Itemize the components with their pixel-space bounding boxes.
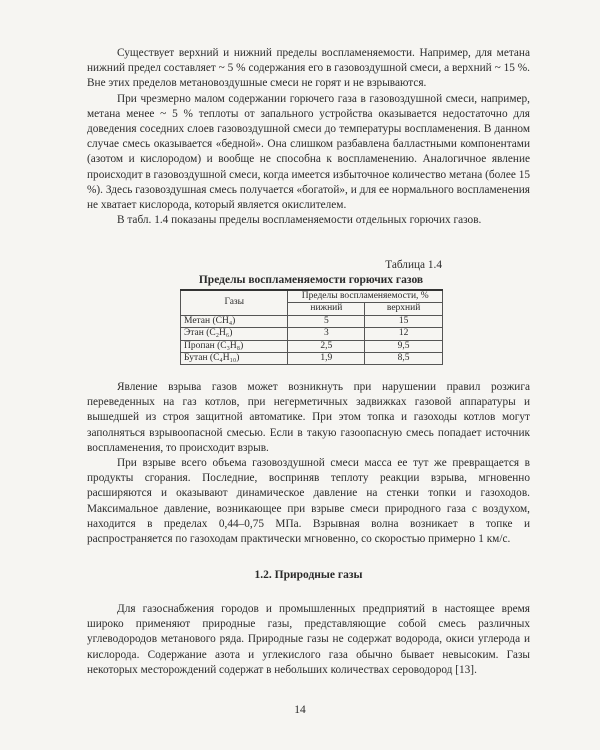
gas-name: Бутан (C₄H₁₀): [181, 353, 288, 365]
upper-limit: 8,5: [365, 353, 443, 365]
paragraph-table-ref: В табл. 1.4 показаны пределы воспламеняемости отдельных горючих газов.: [117, 214, 482, 227]
table-row: [181, 315, 443, 327]
lower-limit: 5: [288, 315, 365, 327]
lower-limit: 3: [288, 328, 365, 340]
upper-limit: 9,5: [365, 340, 443, 352]
lower-limit: 1,9: [288, 353, 365, 365]
flammability-table: [180, 289, 443, 365]
lower-limit: 2,5: [288, 340, 365, 352]
upper-limit: 12: [365, 328, 443, 340]
table-row: [181, 353, 443, 365]
explosion-text: [87, 380, 530, 547]
header-lower: нижний: [288, 303, 365, 315]
gas-name: Пропан (C₃H₈): [181, 340, 288, 352]
table-title: Пределы воспламеняемости горючих газов: [198, 274, 424, 286]
header-limits: Пределы воспламеняемости, %: [288, 290, 443, 303]
section-heading: 1.2. Природные газы: [254, 569, 363, 581]
natural-gas-text: [87, 602, 530, 678]
gas-name: Метан (CH₄): [181, 315, 288, 327]
table-row: [181, 328, 443, 340]
paragraph-explosion-causes: Явление взрыва газов может возникнуть при нарушении правил розжига переведенных на газ котлов, при негерметичных задвижках газовой аппаратуры и вышедшей из строя защитной автоматике. При этом топка и газоходы котлов могут заполняться взрывоопасной смесью. Если в такую газоопасную смесь попадает источник воспламенения, то происходит взрыв.: [87, 381, 530, 454]
paragraph-limits: Существует верхний и нижний пределы воспламеняемости. Например, для метана нижний предел составляет ~ 5 % содержания его в газовоздушной смеси, а верхний ~ 15 %. Вне этих пределов метановоздушные смеси не горят и не взрываются.: [87, 47, 530, 90]
paragraph-natural-gas: Для газоснабжения городов и промышленных предприятий в настоящее время широко применяют природные газы, представляющие собой смесь различных углеводородов метанового ряда. Природные газы не содержат водорода, окиси углерода и кислорода. Содержание азота и углекислого газа обычно бывает невысоким. Газы некоторых месторождений содержат в небольших количествах сероводород [13].: [87, 603, 530, 676]
gas-name: Этан (C₂H₆): [181, 328, 288, 340]
header-gas: Газы: [181, 290, 288, 315]
paragraph-explosion-pressure: При взрыве всего объема газовоздушной смеси масса ее тут же превращается в продукты сгорания. Последние, восприняв теплоту реакции взрыва, мгновенно расширяются и оказывают динамическое давление на стенки топки и газоходов. Максимальное давление, возникающее при взрыве смеси природного газа с воздухом, находится в пределах 0,44–0,75 МПа. Взрывная волна возникает в топке и распространяется по газоходам практически мгновенно, со скоростью примерно 1 км/с.: [87, 457, 530, 546]
header-upper: верхний: [365, 303, 443, 315]
upper-limit: 15: [365, 315, 443, 327]
intro-text: [87, 46, 530, 228]
table-row: [181, 340, 443, 352]
table-caption: Таблица 1.4: [385, 259, 442, 271]
paragraph-lean-rich: При чрезмерно малом содержании горючего газа в газовоздушной смеси, например, метана менее ~ 5 % теплоты от запального устройства оказывается недостаточно для доведения соседних слоев газовоздушной смеси до температуры воспламенения. В данном случае смесь оказывается «бедной». Она слишком разбавлена балластными компонентами (азотом и кислородом) и вообще не способна к воспламенению. Аналогичное явление происходит в газовоздушной смеси, когда имеется избыточное количество метана (более 15 %). Здесь газовоздушная смесь получается «богатой», и для ее нормального воспламенения не хватает кислорода, который является окислителем.: [87, 92, 530, 212]
page-number: 14: [294, 704, 306, 716]
